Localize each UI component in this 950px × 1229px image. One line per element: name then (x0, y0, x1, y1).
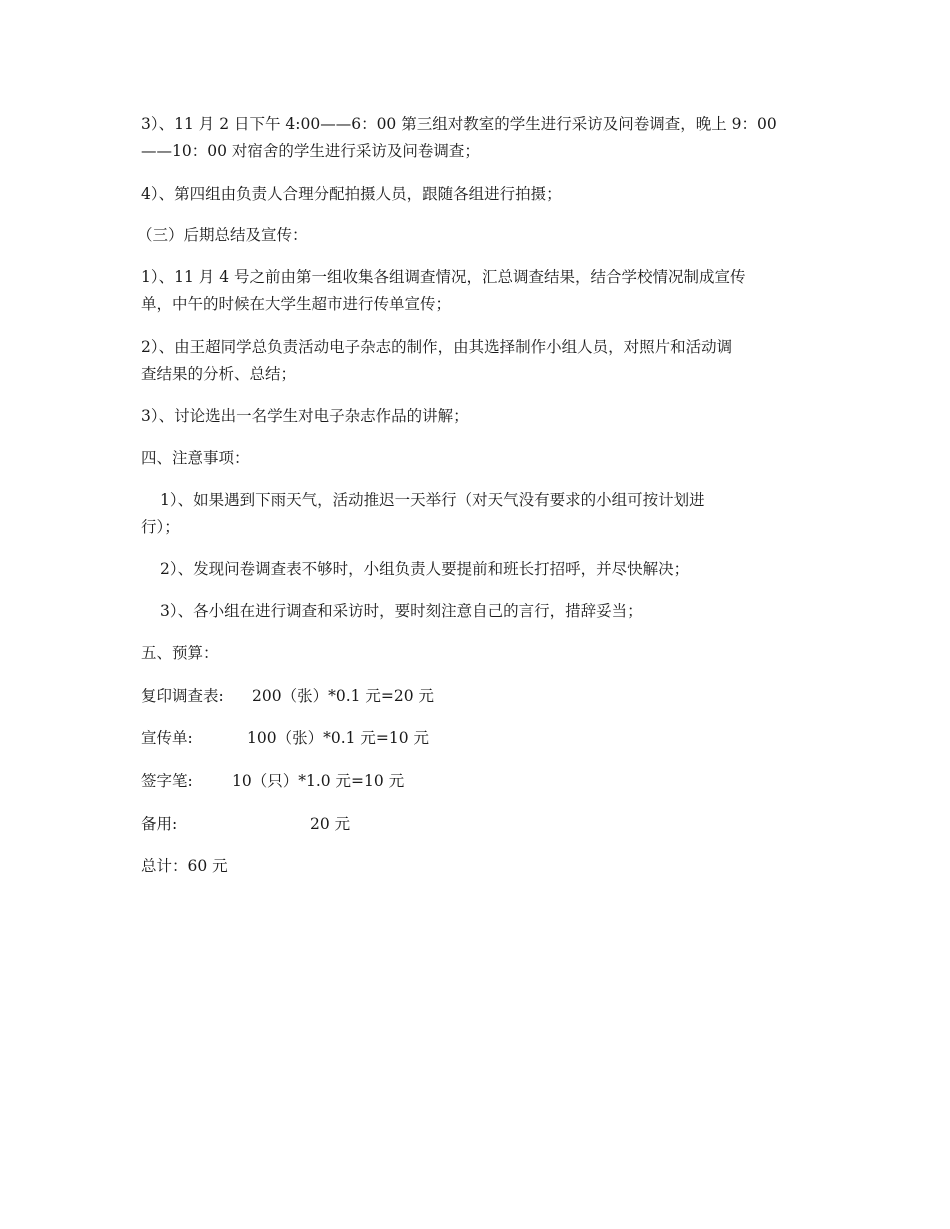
note-item-2: 2）、发现问卷调查表不够时，小组负责人要提前和班长打招呼，并尽快解决； (160, 560, 690, 578)
summary-item-1-line-1: 1）、11 月 4 号之前由第一组收集各组调查情况，汇总调查结果，结合学校情况制成宣传 (141, 268, 746, 286)
budget-label: 备用: (141, 815, 178, 833)
section-heading-notes: 四、注意事项： (141, 449, 250, 467)
budget-row-pens (141, 768, 404, 795)
note-item-1-line-1: 1）、如果遇到下雨天气，活动推迟一天举行（对天气没有要求的小组可按计划进 (160, 491, 705, 509)
summary-item-2-line-2: 查结果的分析、总结； (141, 365, 297, 383)
budget-value: 100（张）*0.1 元=10 元 (247, 729, 430, 747)
schedule-item-3-line-2: ——10：00 对宿舍的学生进行采访及问卷调查； (141, 142, 480, 160)
section-heading-summary: （三）后期总结及宣传： (137, 226, 308, 244)
budget-value: 20 元 (310, 815, 351, 833)
budget-label: 宣传单: (141, 729, 193, 747)
budget-value: 10（只）*1.0 元=10 元 (232, 772, 405, 790)
summary-item-1-line-2: 单，中午的时候在大学生超市进行传单宣传； (141, 295, 452, 313)
budget-row-flyers (141, 725, 429, 752)
note-item-3: 3）、各小组在进行调查和采访时，要时刻注意自己的言行，措辞妥当； (160, 602, 643, 620)
budget-label: 签字笔: (141, 772, 193, 790)
schedule-item-3-line-1: 3）、11 月 2 日下午 4:00——6：00 第三组对教室的学生进行采访及问卷调查，晚上 9：00 (141, 115, 777, 133)
note-item-1-line-2: 行）； (141, 518, 180, 536)
section-heading-budget: 五、预算： (141, 644, 219, 662)
budget-row-reserve (141, 811, 350, 838)
budget-label: 复印调查表: (141, 687, 224, 705)
summary-item-3: 3）、讨论选出一名学生对电子杂志作品的讲解； (141, 407, 469, 425)
budget-total: 总计：60 元 (141, 857, 228, 875)
budget-value: 200（张）*0.1 元=20 元 (252, 687, 435, 705)
summary-item-2-line-1: 2）、由王超同学总负责活动电子杂志的制作，由其选择制作小组人员，对照片和活动调 (141, 338, 733, 356)
budget-row-copies (141, 683, 434, 710)
schedule-item-4: 4）、第四组由负责人合理分配拍摄人员，跟随各组进行拍摄； (141, 185, 562, 203)
